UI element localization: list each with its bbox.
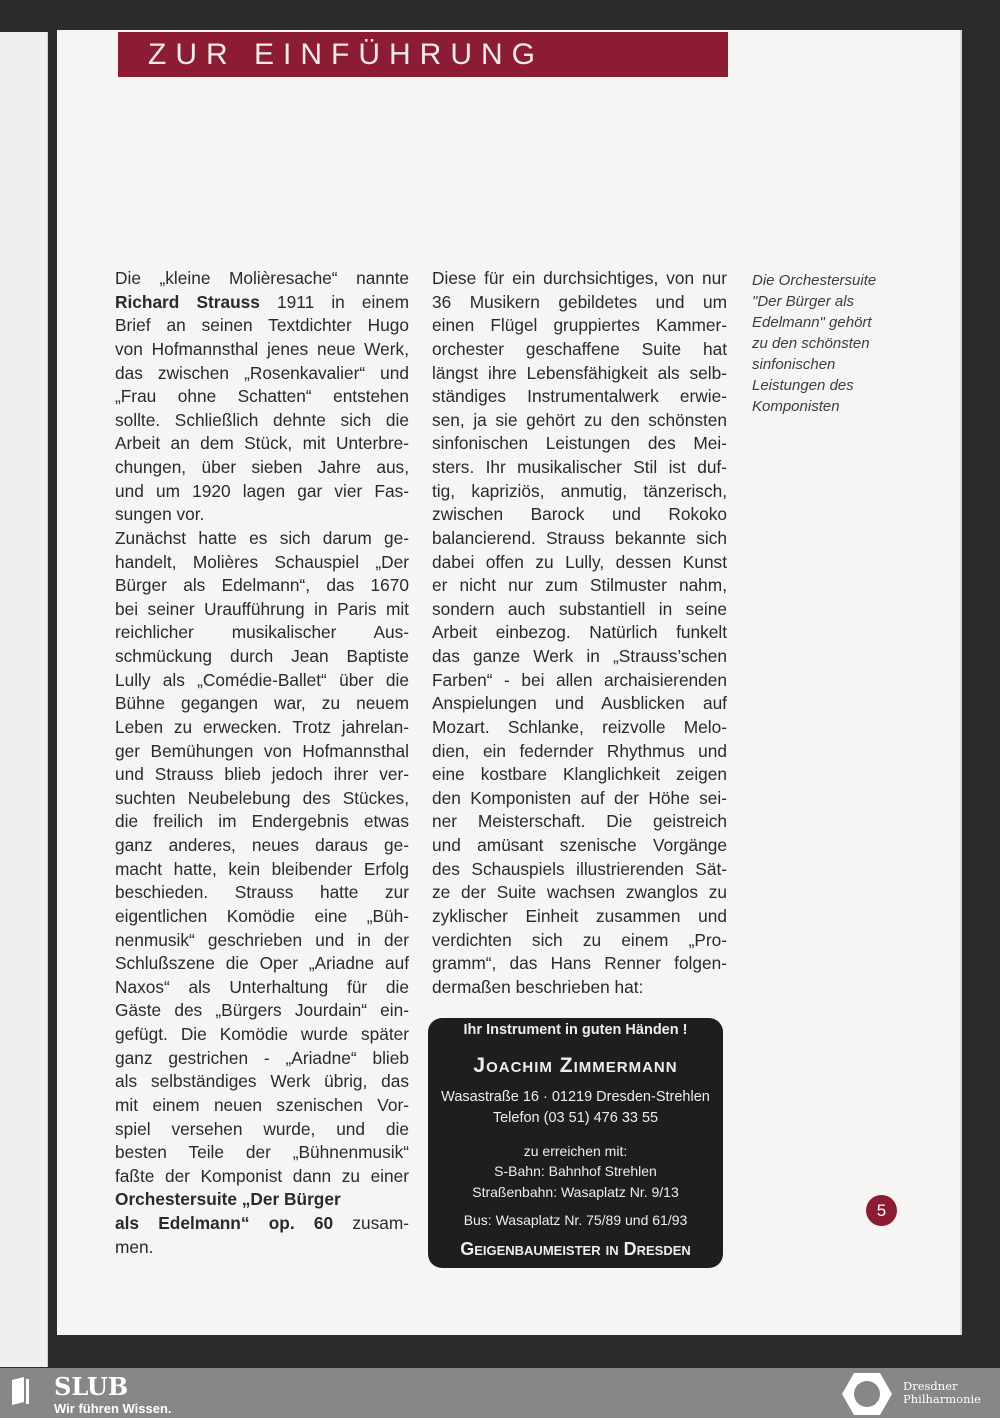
ad-tram: Straßenbahn: Wasaplatz Nr. 9/13 xyxy=(472,1184,679,1200)
ad-bus: Bus: Wasaplatz Nr. 75/89 und 61/93 xyxy=(463,1212,688,1228)
text-line: mit einem neuen szenischen Vor- xyxy=(115,1094,409,1115)
text-line: Diese für ein durchsichtiges, von nur xyxy=(432,268,727,288)
text-line: und Strauss blieb jedoch ihrer ver- xyxy=(115,764,409,785)
text-line: Die „kleine Molièresache“ nannte xyxy=(115,268,409,288)
text-line: als selbständiges Werk übrig, das xyxy=(115,1071,409,1092)
quote-line: "Der Bürger als xyxy=(752,293,855,310)
ad-reach-label: zu erreichen mit: xyxy=(523,1143,628,1159)
text-line: besten Teile der „Bühnenmusik“ xyxy=(115,1142,409,1163)
ad-trade: Geigenbaumeister in Dresden xyxy=(460,1239,691,1259)
text-line: „Frau ohne Schatten“ entstehen xyxy=(115,386,409,407)
footer-bar xyxy=(0,1368,1000,1418)
text-line: ner Meisterschaft. Die geistreich xyxy=(432,811,727,832)
text-line: zyklischer Einheit zusammen und xyxy=(432,905,727,926)
text-line: nenmusik“ geschrieben und in der xyxy=(115,929,409,950)
text-line: balancierend. Strauss bekannte sich xyxy=(432,527,727,548)
text-line: men. xyxy=(115,1236,154,1257)
text-line: das ganze Werk in „Strauss’schen xyxy=(432,646,727,666)
text-line: Arbeit an dem Stück, mit Unterbre- xyxy=(115,433,409,454)
page-number: 5 xyxy=(866,1195,897,1226)
section-title: ZUR EINFÜHRUNG xyxy=(148,38,544,71)
text-column-middle xyxy=(432,267,727,999)
bold-text: als Edelmann“ op. 60 xyxy=(115,1213,334,1233)
quote-line: Edelmann" gehört xyxy=(752,314,872,331)
text-line: Bühne gegangen war, zu neuem xyxy=(115,693,409,714)
ad-address: Wasastraße 16 · 01219 Dresden-Strehlen xyxy=(441,1089,710,1105)
text-line: das zwischen „Rosenkavalier“ und xyxy=(115,362,409,383)
text-line: Mozart. Schlanke, reizvolle Melo- xyxy=(432,716,727,737)
text-line: einen Flügel gruppiertes Kammer- xyxy=(432,315,727,336)
section-header-band xyxy=(118,32,728,77)
text-line: sters. Ihr musikalischer Stil ist duf- xyxy=(432,457,727,477)
text-line: chungen, über sieben Jahre aus, xyxy=(115,457,409,477)
text-line: suchten Neubelebung des Stückes, xyxy=(115,787,409,808)
facing-page-edge xyxy=(0,32,48,1367)
text-line: beschieden. Strauss hatte zur xyxy=(115,882,409,903)
text-segment: 1911 in einem xyxy=(259,291,409,312)
text-segment: zusam- xyxy=(333,1213,409,1233)
text-line: verdichten sich zu einem „Pro- xyxy=(432,929,727,950)
ad-slogan: Ihr Instrument in guten Händen ! xyxy=(463,1022,688,1038)
text-line: dermaßen beschrieben hat: xyxy=(432,976,644,997)
partner-line2: Philharmonie xyxy=(903,1392,981,1406)
text-line: sondern auch substantiell in seine xyxy=(432,598,727,619)
ad-name: Joachim Zimmermann xyxy=(473,1054,678,1077)
text-line: die freilich im Endergebnis etwas xyxy=(115,811,409,832)
text-line: Arbeit einbezog. Natürlich funkelt xyxy=(432,622,727,643)
text-line: dien, ein federnder Rhythmus und xyxy=(432,740,727,761)
text-line: ganz anderes, neues daraus ge- xyxy=(115,835,409,855)
text-line: gefügt. Die Komödie wurde später xyxy=(115,1024,409,1044)
text-line: von Hofmannsthal jenes neue Werk, xyxy=(115,338,409,359)
text-line: des Schauspiels illustrierenden Sät- xyxy=(432,858,727,879)
text-line: orchester geschaffene Suite hat xyxy=(432,338,727,359)
text-line: faßte der Komponist dann zu einer xyxy=(115,1165,409,1186)
ad-sbahn: S-Bahn: Bahnhof Strehlen xyxy=(494,1163,657,1179)
quote-line: sinfonischen xyxy=(752,356,836,373)
quote-line: Die Orchestersuite xyxy=(752,272,877,289)
text-line: Schlußszene die Oper „Ariadne auf xyxy=(115,953,409,974)
slub-tagline: Wir führen Wissen. xyxy=(54,1401,172,1416)
text-line: ständiges Instrumentalwerk erwie- xyxy=(432,386,727,407)
text-line: und um 1920 lagen gar vier Fas- xyxy=(115,480,409,501)
text-line: ze der Suite wachsen zwanglos zu xyxy=(432,882,727,903)
text-column-left xyxy=(115,267,409,1259)
sidebar-quote xyxy=(752,270,912,417)
quote-line: zu den schönsten xyxy=(752,335,870,352)
partner-line1: Dresdner xyxy=(903,1379,958,1393)
text-line: dabei offen zu Lully, dessen Kunst xyxy=(432,551,727,572)
text-line: macht hatte, kein bleibender Erfolg xyxy=(115,858,409,879)
advertisement-box xyxy=(428,1018,723,1268)
ad-phone: Telefon (03 51) 476 33 55 xyxy=(492,1110,659,1126)
bold-text: Richard Strauss xyxy=(115,291,260,312)
text-line: Leben zu erwecken. Trotz jahrelan- xyxy=(115,716,409,737)
text-line: Zunächst hatte es sich darum ge- xyxy=(115,527,409,548)
text-line: Brief an seinen Textdichter Hugo xyxy=(115,315,409,336)
text-line: eigentlichen Komödie eine „Büh- xyxy=(115,905,409,926)
text-line: Lully als „Comédie-Ballet“ über die xyxy=(115,669,409,690)
philharmonie-logo-text[interactable] xyxy=(903,1380,981,1406)
text-line: bei seiner Uraufführung in Paris mit xyxy=(115,598,409,619)
text-line: zwischen Barock und Rokoko xyxy=(432,504,727,525)
quote-line: Leistungen des xyxy=(752,377,854,394)
text-line: sungen vor. xyxy=(115,504,205,525)
text-line xyxy=(115,291,409,315)
text-line: sollte. Schließlich dehnte sich die xyxy=(115,409,409,430)
bold-text: Orchestersuite „Der Bürger xyxy=(115,1189,341,1210)
text-line: Farben“ - bei allen archaisierenden xyxy=(432,669,727,690)
text-line: längst ihre Lebensfähigkeit als selb- xyxy=(432,362,727,383)
text-line: ger Bemühungen von Hofmannsthal xyxy=(115,740,409,761)
text-line: Bürger als Edelmann“, das 1670 xyxy=(115,575,409,596)
philharmonie-logo-icon xyxy=(842,1371,892,1417)
text-line: gramm“, das Hans Renner folgen- xyxy=(432,953,727,974)
text-line: tig, kapriziös, anmutig, tänzerisch, xyxy=(432,480,727,501)
text-line: den Komponisten auf der Höhe sei- xyxy=(432,787,727,808)
slub-logo[interactable]: SLUB xyxy=(54,1372,129,1401)
text-line: Gäste des „Bürgers Jourdain“ ein- xyxy=(115,1000,409,1021)
text-line: eine kostbare Klanglichkeit zeigen xyxy=(432,764,727,785)
text-line: Naxos“ als Unterhaltung für die xyxy=(115,976,409,997)
text-line: sen, ja sie gehört zu den schönsten xyxy=(432,409,727,430)
text-line: spiel versehen wurde, und die xyxy=(115,1118,409,1139)
text-line: ganz gestrichen - „Ariadne“ blieb xyxy=(115,1047,409,1068)
text-line: schmückung durch Jean Baptiste xyxy=(115,646,409,666)
slub-book-icon xyxy=(10,1376,30,1406)
text-line: und amüsant szenische Vorgänge xyxy=(432,835,727,855)
text-line xyxy=(115,1188,409,1212)
text-line xyxy=(115,1212,409,1236)
quote-line: Komponisten xyxy=(752,398,840,415)
text-line: Anspielungen und Ausblicken auf xyxy=(432,693,727,714)
text-line: 36 Musikern gebildetes und um xyxy=(432,291,727,312)
text-line: sinfonischen Leistungen des Mei- xyxy=(432,433,727,454)
text-line: reichlicher musikalischer Aus- xyxy=(115,622,409,643)
text-line: handelt, Molières Schauspiel „Der xyxy=(115,551,409,572)
text-line: er nicht nur zum Stilmuster nahm, xyxy=(432,575,727,596)
